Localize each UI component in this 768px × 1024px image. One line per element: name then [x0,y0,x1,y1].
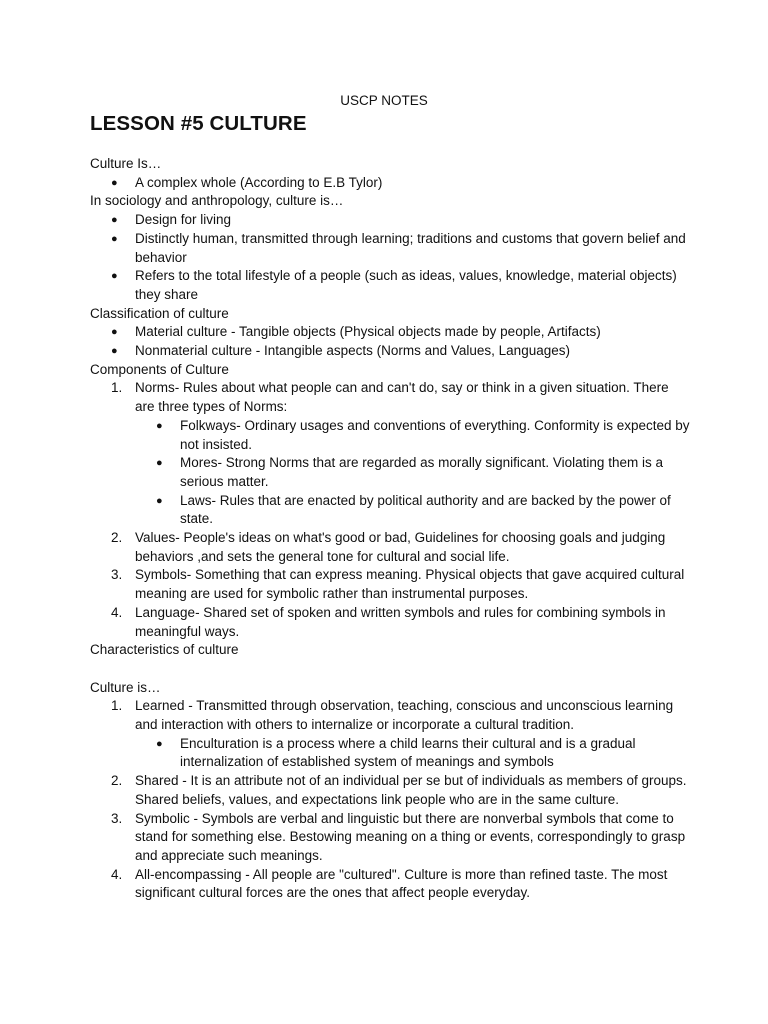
bullet-icon: ● [111,176,118,189]
bullet-icon: ● [111,326,118,339]
list-item-text: Refers to the total lifestyle of a people (such as ideas, values, knowledge, material objects) they share [135,268,677,302]
culture-is-heading: Culture Is… [90,156,162,171]
list-item [90,866,690,903]
document-body [90,155,690,903]
list-item-text: All-encompassing - All people are "cultured". Culture is more than refined taste. The most significant cultural forces are the ones that affect people everyday. [135,866,668,901]
classification-heading: Classification of culture [90,305,229,321]
list-item [90,604,690,641]
sociology-list [90,211,690,305]
list-item-text: Learned - Transmitted through observation, teaching, conscious and unconscious learning and interaction with others to internalize or incorporate a cultural tradition. [135,698,674,733]
list-item-text: Values- People's ideas on what's good or bad, Guidelines for choosing goals and judging behaviors ,and sets the general tone for cultural and social life. [135,530,666,564]
list-subitem [90,492,690,529]
bullet-icon: ● [156,457,163,470]
characteristics-intro: Culture is… [90,679,161,695]
list-number: 1. [111,698,123,714]
list-item-text: Design for living [135,212,232,228]
list-item-text: Norms- Rules about what people can and can't do, say or think in a given situation. There are three types of Norms: [135,380,669,415]
list-item [90,810,690,866]
list-item [90,211,690,230]
list-subitem [90,735,690,772]
list-item-text: Material culture - Tangible objects (Physical objects made by people, Artifacts) [135,324,601,340]
bullet-icon: ● [111,214,118,227]
list-item-text: Folkways- Ordinary usages and conventions of everything. Conformity is expected by not insisted. [180,417,690,452]
list-item [90,566,690,603]
list-number: 4. [111,604,123,620]
list-item-text: Symbols- Something that can express meaning. Physical objects that gave acquired cultural meaning are used for symbolic rather than instrumental purposes. [135,567,685,602]
list-number: 4. [111,866,123,882]
sociology-heading: In sociology and anthropology, culture is… [90,193,344,209]
culture-is-list [90,174,690,193]
list-item-text: Nonmaterial culture - Intangible aspects (Norms and Values, Languages) [135,343,570,359]
list-item [90,529,690,566]
document-header: USCP NOTES [340,93,428,108]
list-number: 1. [111,380,123,396]
list-item [90,174,690,193]
blank-line [90,660,690,679]
list-item [90,379,690,416]
list-item [90,267,690,304]
list-item-text: Laws- Rules that are enacted by political authority and are backed by the power of state. [180,492,671,527]
bullet-icon: ● [111,232,118,245]
list-subitem [90,454,690,491]
bullet-icon: ● [156,494,163,507]
list-item [90,697,690,734]
components-heading: Components of Culture [90,361,229,377]
page-title: LESSON #5 CULTURE [90,112,307,135]
list-item-text: Enculturation is a process where a child learns their cultural and is a gradual internalization of established system of meanings and symbols [180,735,636,770]
characteristics-heading: Characteristics of culture [90,642,239,658]
classification-list [90,323,690,360]
list-number: 3. [111,810,123,826]
list-item-text: Mores- Strong Norms that are regarded as morally significant. Violating them is a serious matter. [180,455,663,489]
list-item [90,772,690,809]
list-item-text: Language- Shared set of spoken and written symbols and rules for combining symbols in meaningful ways. [135,604,666,639]
characteristics-list [90,697,690,903]
bullet-icon: ● [156,737,163,750]
bullet-icon: ● [111,345,118,358]
list-number: 2. [111,773,123,789]
list-item-text: Symbolic - Symbols are verbal and linguistic but there are nonverbal symbols that come to stand for something else. Bestowing meaning on a thing or events, correspondingly to grasp and appreciate such meanings. [135,810,686,863]
list-item [90,230,690,267]
list-item-text: Distinctly human, transmitted through learning; traditions and customs that govern belief and behavior [135,230,686,265]
list-item-text: A complex whole (According to E.B Tylor) [135,174,383,190]
list-item-text: Shared - It is an attribute not of an individual per se but of individuals as members of groups. Shared beliefs, values, and expectations link people who are in the same culture. [135,773,687,807]
list-subitem [90,417,690,454]
components-list [90,379,690,641]
bullet-icon: ● [111,270,118,283]
list-item [90,342,690,361]
list-item [90,323,690,342]
list-number: 2. [111,530,123,546]
list-number: 3. [111,567,123,583]
bullet-icon: ● [156,419,163,432]
